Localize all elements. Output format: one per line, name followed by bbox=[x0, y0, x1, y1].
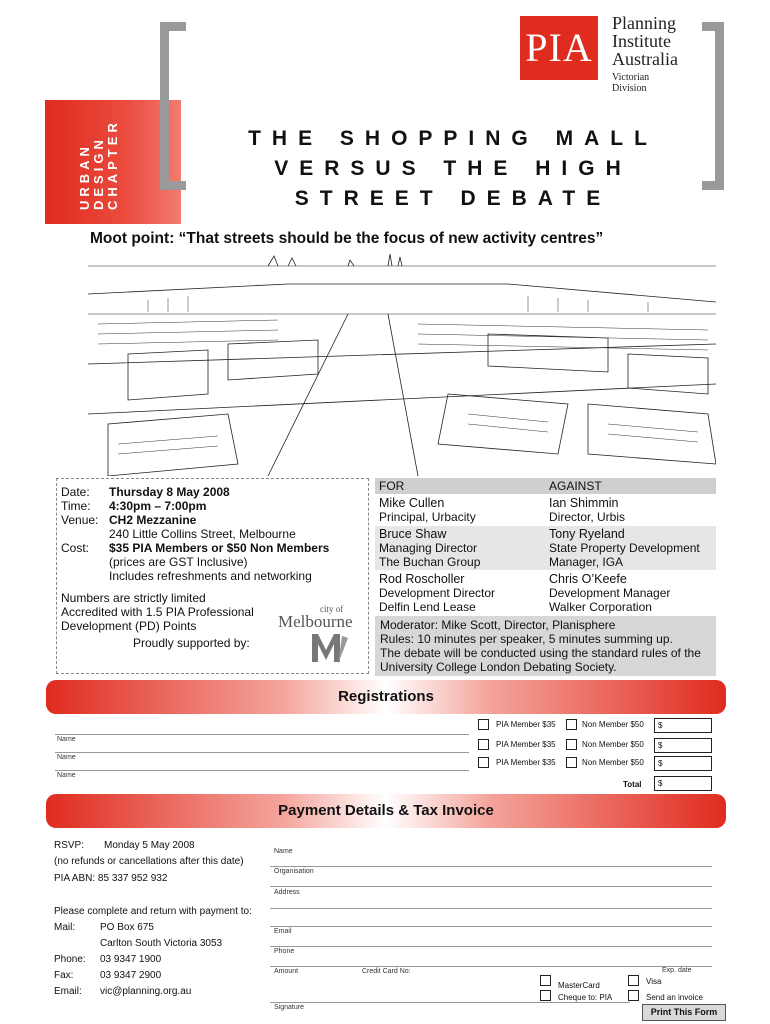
page-title: THE SHOPPING MALL VERSUS THE HIGH STREET DEBATE bbox=[248, 127, 658, 210]
nonmember-checkbox-2[interactable] bbox=[566, 739, 577, 750]
org-name: Planning Institute Australia bbox=[612, 13, 678, 69]
member-checkbox-3[interactable] bbox=[478, 757, 489, 768]
cheque-checkbox[interactable] bbox=[540, 990, 551, 1001]
against-header: AGAINST bbox=[545, 478, 716, 495]
event-address: 240 Little Collins Street, Melbourne bbox=[109, 527, 296, 541]
chapter-label: URBAN DESIGN CHAPTER bbox=[77, 119, 120, 210]
abn: PIA ABN: 85 337 952 932 bbox=[54, 873, 168, 884]
event-date: Thursday 8 May 2008 bbox=[109, 485, 230, 499]
division-name: Victorian Division bbox=[612, 72, 650, 94]
left-bracket bbox=[160, 22, 186, 190]
name-field-2[interactable] bbox=[55, 752, 469, 753]
nonmember-checkbox-3[interactable] bbox=[566, 757, 577, 768]
table-row: Mike Cullen Principal, Urbacity Ian Shimmin Director, Urbis bbox=[375, 495, 716, 526]
event-venue: CH2 Mezzanine bbox=[109, 513, 197, 527]
registrations-title: Registrations bbox=[338, 688, 434, 705]
address-field-2[interactable] bbox=[270, 926, 712, 927]
event-details-box: Date: Thursday 8 May 2008 Time: 4:30pm – 7:00pm Venue: CH2 Mezzanine 240 Little Collins Street, Melbourne Cost: $35 PIA Members or $50 Non Members (prices are GST Inclusive) Includes refreshments and networking Numbers are strictly limited Accredited with 1.5 PIA Professional Development (PD) Points bbox=[56, 478, 369, 674]
event-time: 4:30pm – 7:00pm bbox=[109, 499, 207, 513]
mastercard-checkbox[interactable] bbox=[540, 975, 551, 986]
moderator-rules: Moderator: Mike Scott, Director, Planisphere Rules: 10 minutes per speaker, 5 minutes summing up. The debate will be conducted using the standard rules of the University College London Debating Society. bbox=[375, 616, 716, 676]
speakers-table bbox=[375, 478, 716, 616]
email-field[interactable] bbox=[270, 946, 712, 947]
amount-box-2[interactable]: $ bbox=[654, 738, 712, 753]
pia-logo: PIA bbox=[520, 16, 598, 80]
supported-by-label: Proudly supported by: bbox=[133, 636, 250, 650]
print-form-button[interactable]: Print This Form bbox=[642, 1004, 726, 1021]
organisation-field[interactable] bbox=[270, 886, 712, 887]
member-checkbox-2[interactable] bbox=[478, 739, 489, 750]
city-of-melbourne-logo: city of Melbourne bbox=[268, 604, 364, 666]
for-header: FOR bbox=[375, 478, 545, 495]
city-sketch-illustration bbox=[88, 254, 716, 476]
name-field-1[interactable] bbox=[55, 734, 469, 735]
payment-title: Payment Details & Tax Invoice bbox=[278, 802, 494, 819]
name-field-3[interactable] bbox=[55, 770, 469, 771]
table-row: Rod Roscholler Development Director Delfin Lend Lease Chris O’Keefe Development Manager Walker Corporation bbox=[375, 571, 716, 616]
member-checkbox-1[interactable] bbox=[478, 719, 489, 730]
event-cost: $35 PIA Members or $50 Non Members bbox=[109, 541, 330, 555]
rsvp-date: Monday 5 May 2008 bbox=[104, 840, 195, 851]
address-field[interactable] bbox=[270, 908, 712, 909]
table-row: Bruce Shaw Managing Director The Buchan Group Tony Ryeland State Property Development Manager, IGA bbox=[375, 526, 716, 571]
total-box[interactable]: $ bbox=[654, 776, 712, 791]
amount-box-3[interactable]: $ bbox=[654, 756, 712, 771]
moot-point: Moot point: “That streets should be the focus of new activity centres” bbox=[90, 230, 604, 247]
phone-field[interactable] bbox=[270, 966, 712, 967]
debate-panel bbox=[375, 478, 716, 676]
limit-note: Numbers are strictly limited bbox=[61, 591, 206, 605]
visa-checkbox[interactable] bbox=[628, 975, 639, 986]
contact-email: vic@planning.org.au bbox=[100, 986, 192, 997]
signature-field[interactable] bbox=[270, 1002, 630, 1003]
nonmember-checkbox-1[interactable] bbox=[566, 719, 577, 730]
invoice-checkbox[interactable] bbox=[628, 990, 639, 1001]
total-label: Total bbox=[623, 780, 642, 789]
payer-name-field[interactable] bbox=[270, 866, 712, 867]
amount-box-1[interactable]: $ bbox=[654, 718, 712, 733]
